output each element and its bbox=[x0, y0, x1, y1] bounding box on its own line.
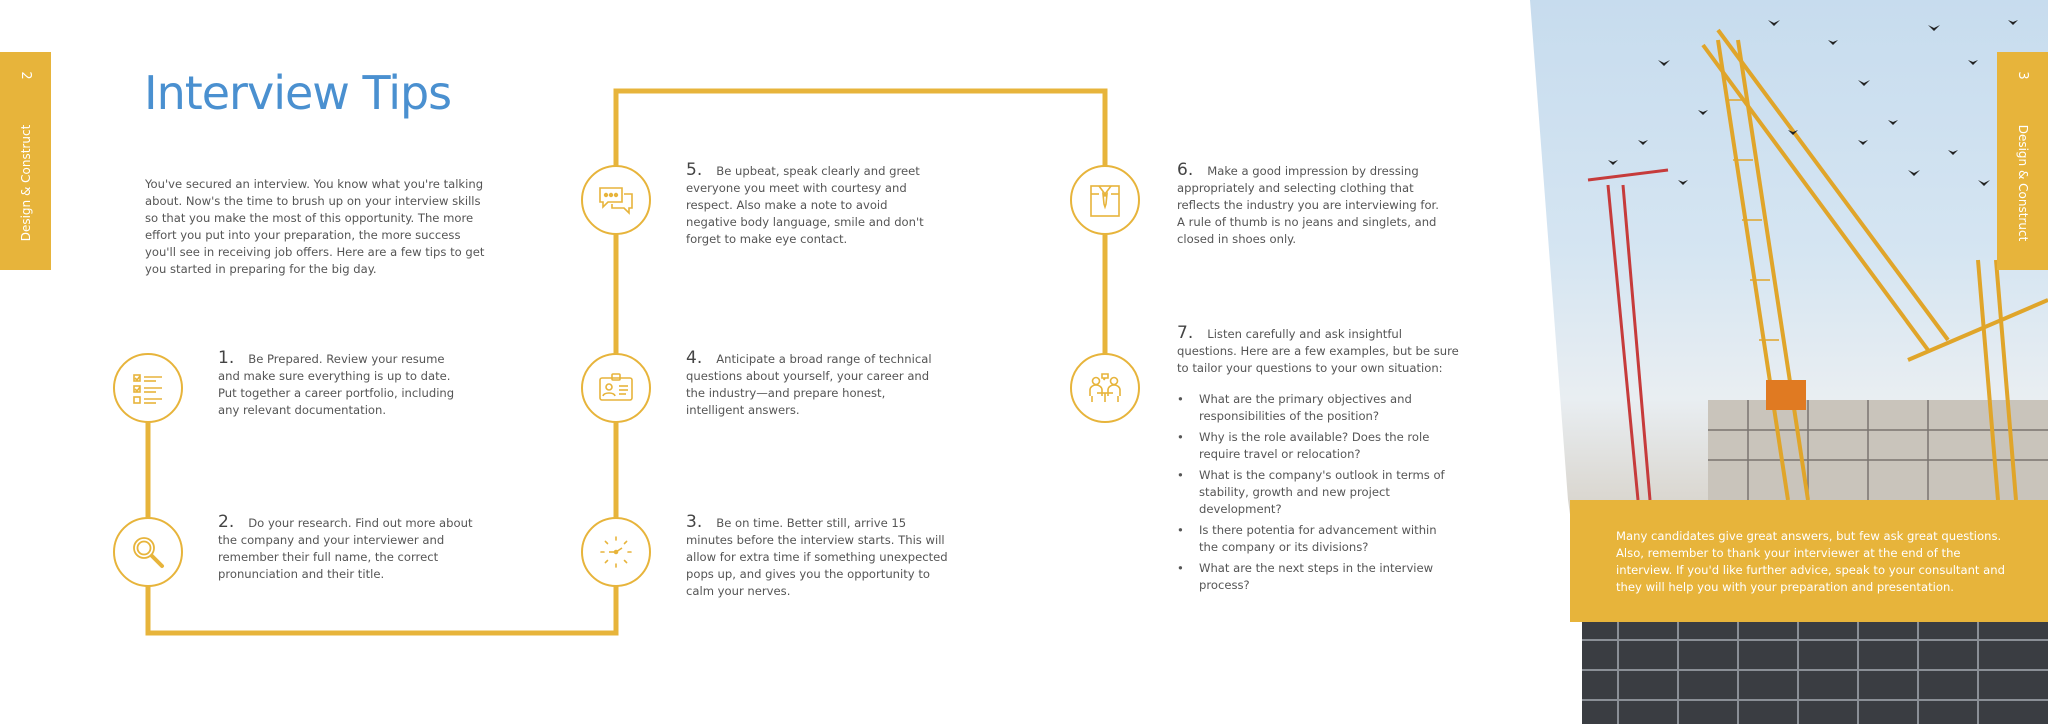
tip-4 bbox=[686, 350, 938, 419]
tip-5-number: 5. bbox=[686, 160, 703, 180]
section-label-left: Design & Construct bbox=[18, 124, 33, 242]
page-title: Interview Tips bbox=[144, 66, 452, 120]
tip-5-text: Be upbeat, speak clearly and greet everyone you meet with courtesy and respect. Also make a note to avoid negative body language, smile and don't forget to make eye contact. bbox=[686, 164, 924, 246]
tip-6-circle bbox=[1070, 165, 1140, 235]
tip-2-text: Do your research. Find out more about the company and your interviewer and remember their full name, the correct pronunciation and their title. bbox=[218, 516, 473, 581]
left-side-tab bbox=[0, 52, 51, 270]
id-card-icon bbox=[596, 368, 636, 408]
page-number-right: 3 bbox=[2015, 71, 2030, 80]
intro-paragraph: You've secured an interview. You know what you're talking about. Now's the time to brush up on your interview skills so that you make the most of this opportunity. The more effort you put into your preparation, the more success you'll see in receiving job offers. Here are a few tips to get you started in preparing for the big day. bbox=[145, 177, 485, 276]
tip-7-number: 7. bbox=[1177, 323, 1194, 343]
list-item: • Why is the role available? Does the role require travel or relocation? bbox=[1177, 429, 1459, 463]
tip-3-circle bbox=[581, 517, 651, 587]
list-item: • Is there potentia for advancement within the company or its divisions? bbox=[1177, 522, 1459, 556]
list-item: • What are the primary objectives and responsibilities of the position? bbox=[1177, 391, 1459, 425]
tip-5 bbox=[686, 162, 936, 248]
list-item: • What are the next steps in the interview process? bbox=[1177, 560, 1459, 594]
speech-bubbles-icon bbox=[596, 180, 636, 220]
advice-text: Many candidates give great answers, but few ask great questions. Also, remember to thank your interviewer at the end of the interview. If you'd like further advice, speak to your consultant and they will help you with your preparation and presentation. bbox=[1616, 529, 2005, 594]
tip-3-number: 3. bbox=[686, 512, 703, 532]
tip-7-text: Listen carefully and ask insightful questions. Here are a few examples, but be sure to tailor your questions to your own situation: bbox=[1177, 327, 1459, 375]
checklist-icon bbox=[128, 368, 168, 408]
list-item: • What is the company's outlook in terms of stability, growth and new project development? bbox=[1177, 467, 1459, 518]
tip-1-text: Be Prepared. Review your resume and make sure everything is up to date. bbox=[218, 352, 451, 383]
shirt-tie-icon bbox=[1085, 180, 1125, 220]
tip-2-number: 2. bbox=[218, 512, 235, 532]
advice-callout bbox=[1570, 500, 2048, 622]
tip-1-circle bbox=[113, 353, 183, 423]
tip-3-text: Be on time. Better still, arrive 15 minutes before the interview starts. This will allow for extra time if something unexpected pops up, and gives you the opportunity to calm your nerves. bbox=[686, 516, 948, 598]
tip-2 bbox=[218, 514, 480, 583]
tip-4-text: Anticipate a broad range of technical questions about yourself, your career and the industry—and prepare honest, intelligent answers. bbox=[686, 352, 932, 417]
tip-4-number: 4. bbox=[686, 348, 703, 368]
tip-1-text-2: Put together a career portfolio, including any relevant documentation. bbox=[218, 386, 455, 417]
meeting-icon bbox=[1085, 368, 1125, 408]
tip-1 bbox=[218, 350, 468, 419]
tip-5-circle bbox=[581, 165, 651, 235]
tip-4-circle bbox=[581, 353, 651, 423]
tip-6-text-2: A rule of thumb is no jeans and singlets, and closed in shoes only. bbox=[1177, 215, 1437, 246]
magnifier-icon bbox=[128, 532, 168, 572]
right-side-tab bbox=[1997, 52, 2048, 270]
tip-1-number: 1. bbox=[218, 348, 235, 368]
section-label-right: Design & Construct bbox=[2015, 124, 2030, 242]
tip-6-text: Make a good impression by dressing appropriately and selecting clothing that reflects the industry you are interviewing for. bbox=[1177, 164, 1439, 212]
tip-6 bbox=[1177, 162, 1455, 248]
tip-7 bbox=[1177, 325, 1459, 598]
page-number-left: 2 bbox=[18, 71, 33, 80]
tip-6-number: 6. bbox=[1177, 160, 1194, 180]
clock-icon bbox=[596, 532, 636, 572]
tip-2-circle bbox=[113, 517, 183, 587]
tip-3 bbox=[686, 514, 950, 600]
tip-7-circle bbox=[1070, 353, 1140, 423]
questions-list bbox=[1177, 391, 1459, 594]
